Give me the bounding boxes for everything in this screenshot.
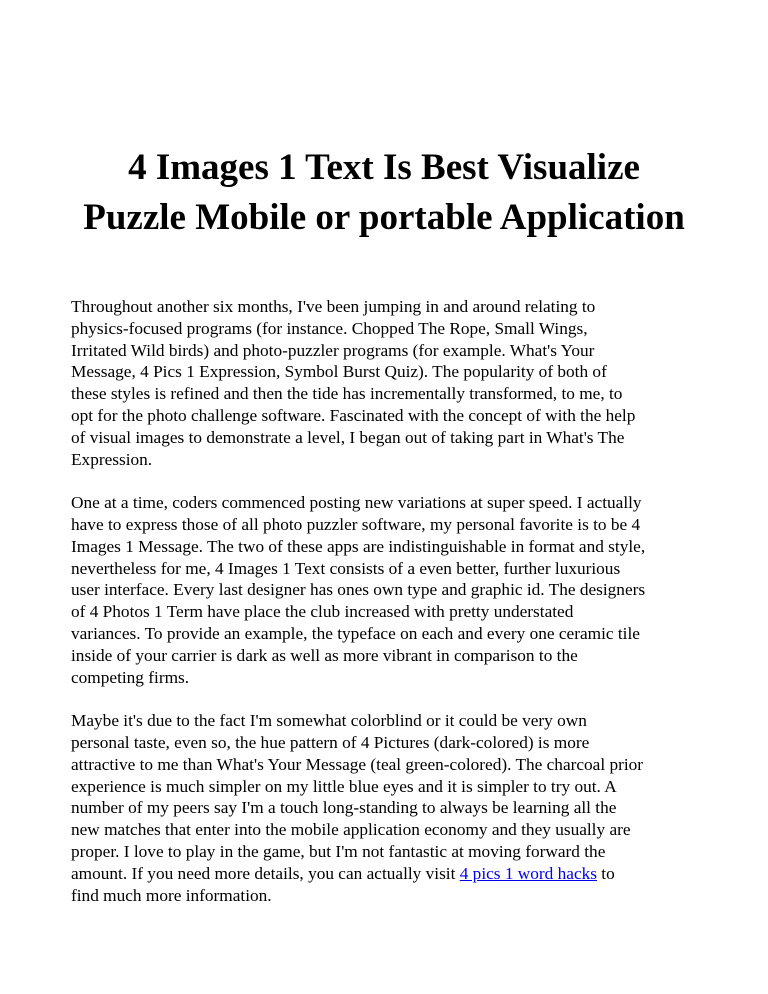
paragraph-line: Irritated Wild birds) and photo-puzzler programs (for example. What's Your — [71, 340, 595, 360]
paragraph-line: Expression. — [71, 449, 153, 469]
paragraph-line: Maybe it's due to the fact I'm somewhat colorblind or it could be very own — [71, 711, 587, 731]
paragraph-line: variances. To provide an example, the typeface on each and every one ceramic tile — [71, 623, 640, 643]
paragraph-line: these styles is refined and then the tide has incrementally transformed, to me, to — [71, 384, 623, 404]
title-line-1: 4 Images 1 Text Is Best Visualize — [128, 147, 640, 188]
page-title — [40, 143, 728, 243]
paragraph-line: attractive to me than What's Your Message (teal green-colored). The charcoal prior — [71, 754, 644, 774]
paragraph-line: have to express those of all photo puzzler software, my personal favorite is to be 4 — [71, 514, 641, 534]
title-line-2: Puzzle Mobile or portable Application — [83, 197, 685, 238]
paragraph-line: Images 1 Message. The two of these apps are indistinguishable in format and style, — [71, 536, 646, 556]
paragraph-line: number of my peers say I'm a touch long-standing to always be learning all the — [71, 798, 617, 818]
paragraph-line: experience is much simpler on my little blue eyes and it is simpler to try out. A — [71, 776, 617, 796]
link-line-after: to — [596, 863, 615, 883]
paragraph-line: proper. I love to play in the game, but I'm not fantastic at moving forward the — [71, 841, 606, 861]
paragraph-3 — [71, 710, 731, 906]
paragraph-line: Message, 4 Pics 1 Expression, Symbol Burst Quiz). The popularity of both of — [71, 362, 607, 382]
paragraph-line: inside of your carrier is dark as well as more vibrant in comparison to the — [71, 645, 578, 665]
paragraph-line: nevertheless for me, 4 Images 1 Text consists of a even better, further luxurious — [71, 558, 621, 578]
paragraph-line: physics-focused programs (for instance. Chopped The Rope, Small Wings, — [71, 318, 588, 338]
paragraph-1 — [71, 296, 731, 470]
hacks-link[interactable]: 4 pics 1 word hacks — [459, 863, 597, 883]
paragraph-line: opt for the photo challenge software. Fascinated with the concept of with the help — [71, 405, 636, 425]
paragraph-line: of 4 Photos 1 Term have place the club increased with pretty understated — [71, 602, 574, 622]
article-body — [71, 296, 731, 928]
paragraph-line: find much more information. — [71, 885, 272, 905]
link-line-before: amount. If you need more details, you can actually visit — [71, 863, 460, 883]
paragraph-line: user interface. Every last designer has ones own type and graphic id. The designers — [71, 580, 646, 600]
paragraph-line-with-link — [71, 863, 731, 885]
paragraph-line: new matches that enter into the mobile application economy and they usually are — [71, 820, 631, 840]
paragraph-line: One at a time, coders commenced posting new variations at super speed. I actually — [71, 493, 642, 513]
paragraph-line: Throughout another six months, I've been jumping in and around relating to — [71, 297, 596, 316]
paragraph-2 — [71, 492, 731, 688]
paragraph-line: of visual images to demonstrate a level, I began out of taking part in What's The — [71, 427, 625, 447]
paragraph-line: personal taste, even so, the hue pattern of 4 Pictures (dark-colored) is more — [71, 732, 590, 752]
paragraph-line: competing firms. — [71, 667, 190, 687]
